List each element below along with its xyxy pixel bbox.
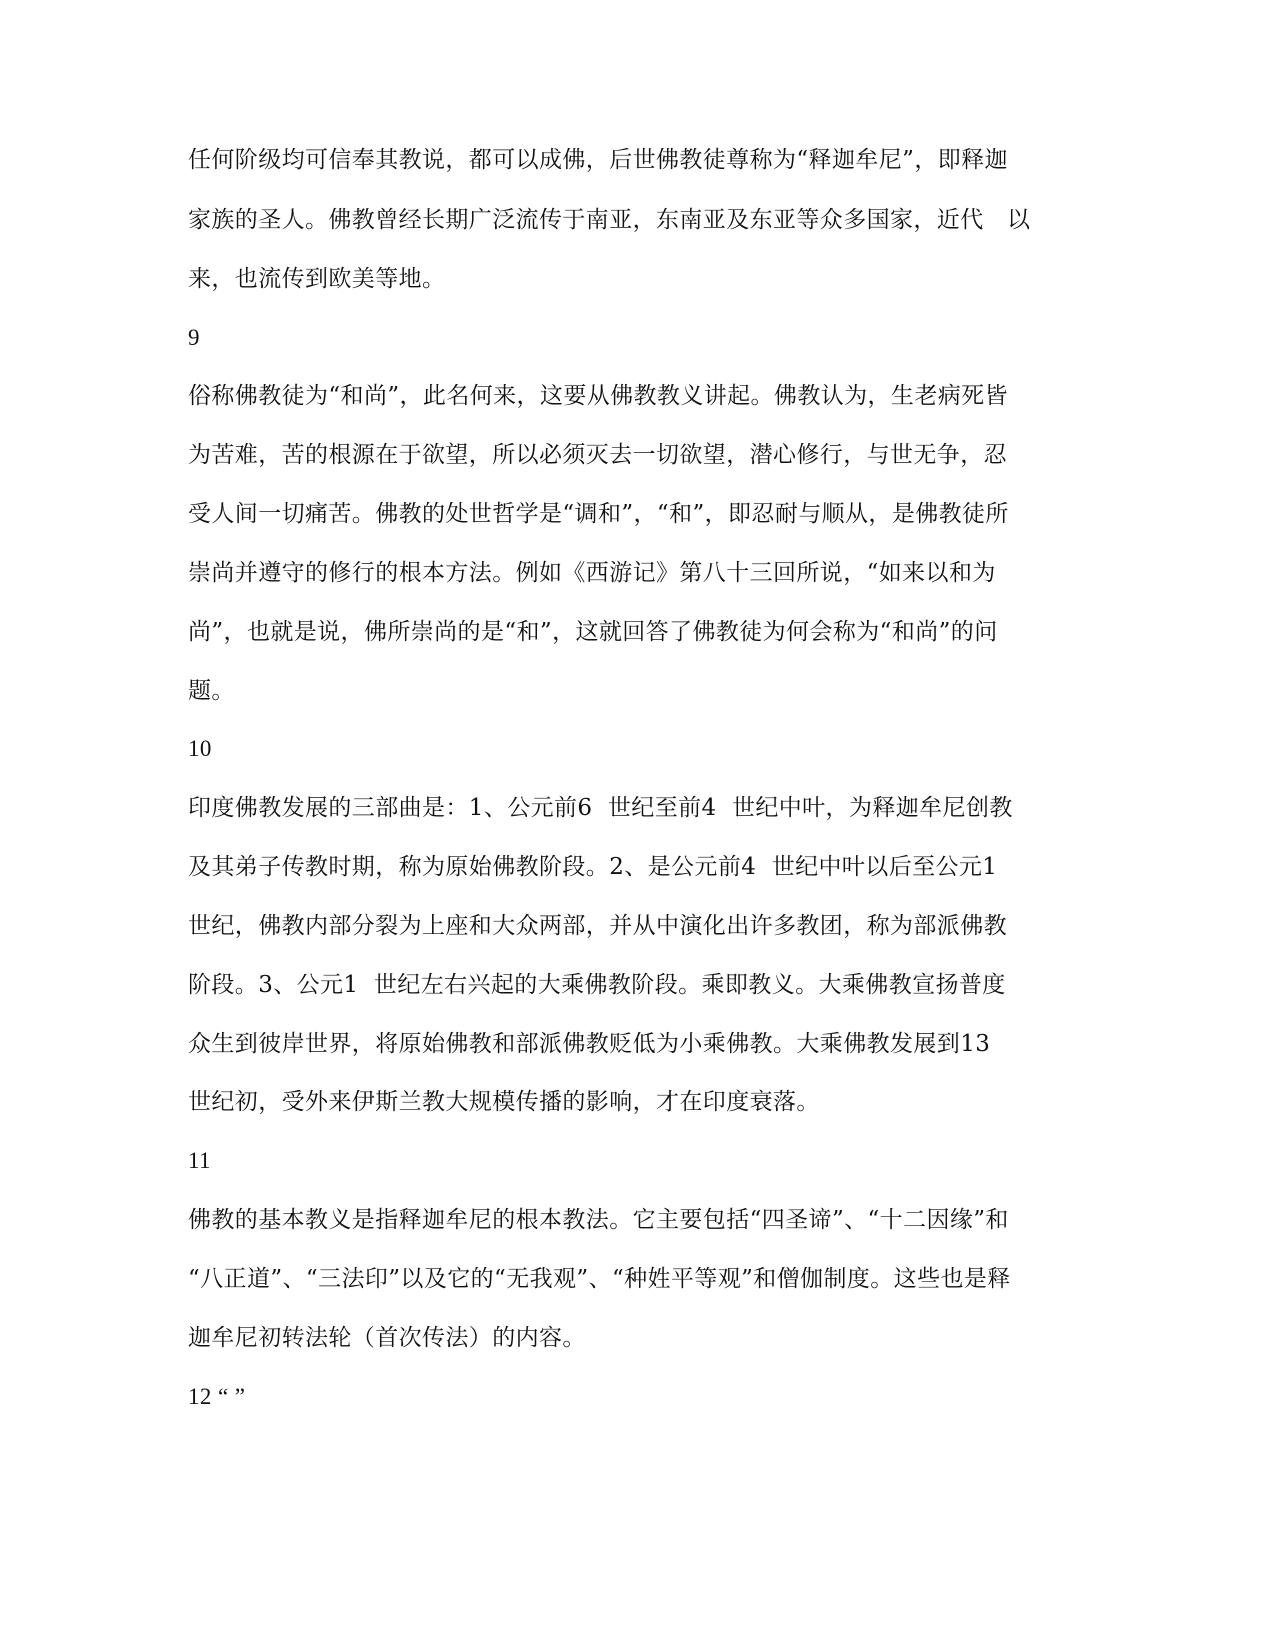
text-line: 阶段。3、公元1 世纪左右兴起的大乘佛教阶段。乘即教义。大乘佛教宣扬普度	[188, 972, 1006, 998]
text-line: 迦牟尼初转法轮（首次传法）的内容。	[188, 1325, 586, 1351]
text-line: 尚”，也就是说，佛所崇尚的是“和”，这就回答了佛教徒为何会称为“和尚”的问	[188, 619, 998, 645]
section-number: 12 “ ”	[188, 1384, 246, 1409]
text-line: 任何阶级均可信奉其教说，都可以成佛，后世佛教徒尊称为“释迦牟尼”，即释迦	[188, 147, 1008, 173]
section-number: 9	[188, 325, 200, 350]
text-line: 受人间一切痛苦。佛教的处世哲学是“调和”，“和”，即忍耐与顺从，是佛教徒所	[188, 501, 1009, 527]
text-line: 佛教的基本教义是指释迦牟尼的根本教法。它主要包括“四圣谛”、“十二因缘”和	[188, 1207, 1009, 1233]
text-line: 为苦难，苦的根源在于欲望，所以必须灭去一切欲望，潜心修行，与世无争，忍	[188, 442, 1007, 468]
text-line: 题。	[188, 678, 235, 704]
text-line: 世纪初，受外来伊斯兰教大规模传播的影响，才在印度衰落。	[188, 1089, 820, 1115]
text-line: 俗称佛教徒为“和尚”，此名何来，这要从佛教教义讲起。佛教认为，生老病死皆	[188, 383, 1008, 409]
text-line: 家族的圣人。佛教曾经长期广泛流传于南亚，东南亚及东亚等众多国家，近代 以	[188, 207, 1031, 233]
section-number: 11	[188, 1148, 211, 1173]
text-line: 崇尚并遵守的修行的根本方法。例如《西游记》第八十三回所说，“如来以和为	[188, 560, 996, 586]
text-line: 众生到彼岸世界，将原始佛教和部派佛教贬低为小乘佛教。大乘佛教发展到13	[188, 1031, 991, 1057]
text-line: 来，也流传到欧美等地。	[188, 266, 446, 292]
section-number: 10	[188, 736, 212, 761]
text-line: 印度佛教发展的三部曲是：1、公元前6 世纪至前4 世纪中叶，为释迦牟尼创教	[188, 795, 1013, 821]
text-line: 世纪，佛教内部分裂为上座和大众两部，并从中演化出许多教团，称为部派佛教	[188, 913, 1007, 939]
text-line: “八正道”、“三法印”以及它的“无我观”、“种姓平等观”和僧伽制度。这些也是释	[188, 1266, 1011, 1292]
text-line: 及其弟子传教时期，称为原始佛教阶段。2、是公元前4 世纪中叶以后至公元1	[188, 854, 998, 880]
